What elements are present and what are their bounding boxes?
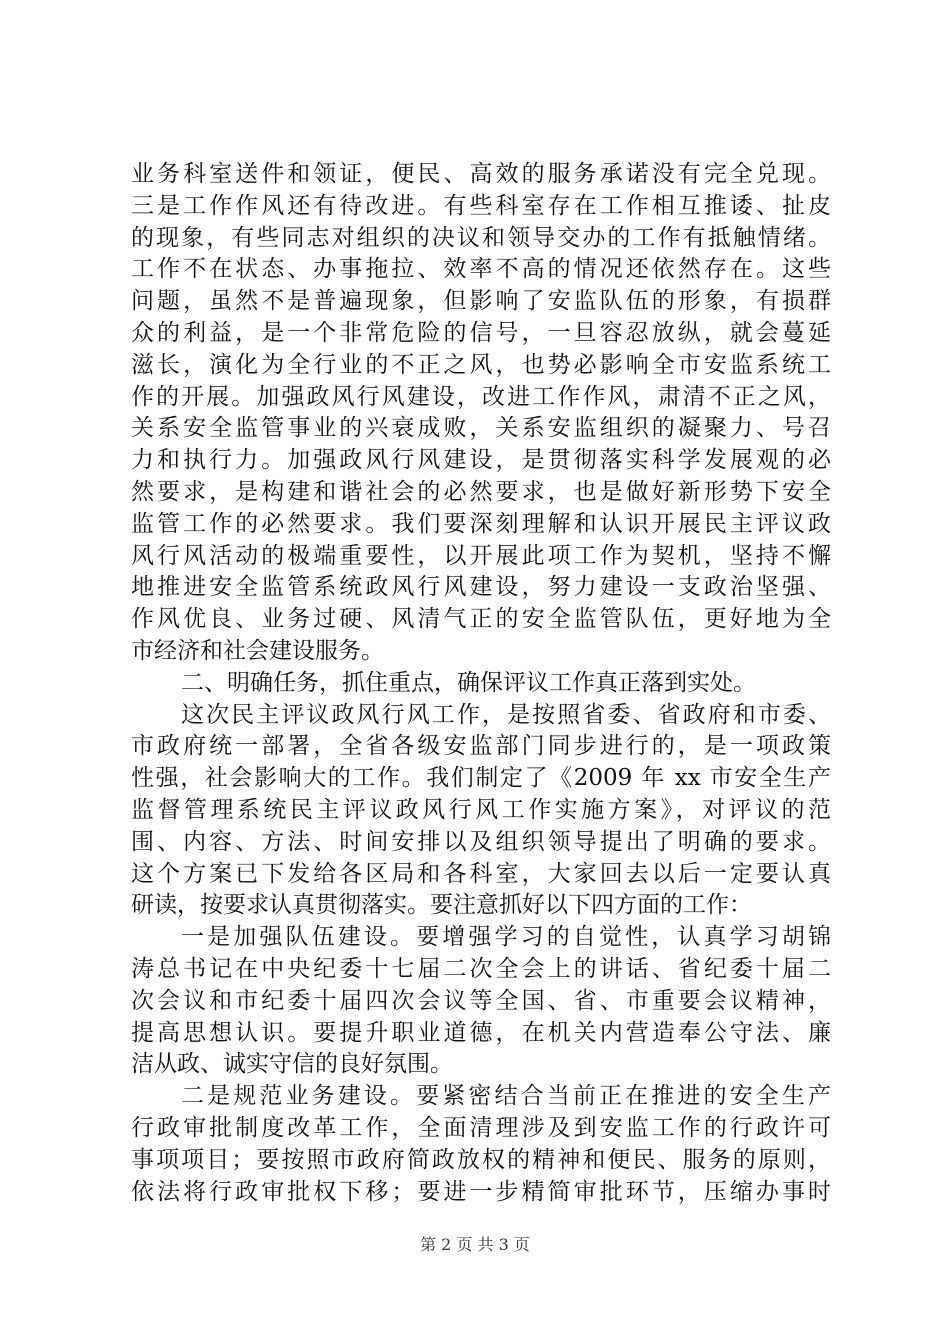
document-body	[131, 159, 831, 1208]
text-line: 监督管理系统民主评议政风行风工作实施方案》，对评议的范	[131, 796, 831, 823]
text-line: 围、内容、方法、时间安排以及组织领导提出了明确的要求。	[131, 828, 831, 855]
text-line: 事项项目；要按照市政府简政放权的精神和便民、服务的原则，	[131, 1146, 831, 1173]
text-line: 力和执行力。加强政风行风建设，是贯彻落实科学发展观的必	[131, 447, 831, 474]
paragraph-first-line: 这次民主评议政风行风工作，是按照省委、省政府和市委、	[181, 701, 831, 728]
text-line: 研读，按要求认真贯彻落实。要注意抓好以下四方面的工作：	[131, 892, 752, 919]
text-line: 提高思想认识。要提升职业道德，在机关内营造奉公守法、廉	[131, 1019, 831, 1046]
text-line: 市经济和社会建设服务。	[131, 637, 384, 664]
text-line: 关系安全监管事业的兴衰成败，关系安监组织的凝聚力、号召	[131, 415, 831, 442]
text-line: 众的利益，是一个非常危险的信号，一旦容忍放纵，就会蔓延	[131, 319, 831, 346]
text-line: 监管工作的必然要求。我们要深刻理解和认识开展民主评议政	[131, 510, 831, 537]
text-line: 行政审批制度改革工作，全面清理涉及到安监工作的行政许可	[131, 1114, 831, 1141]
text-line: 洁从政、诚实守信的良好氛围。	[131, 1051, 453, 1078]
text-line: 业务科室送件和领证，便民、高效的服务承诺没有完全兑现。	[131, 161, 831, 187]
paragraph-first-line: 二、明确任务，抓住重点，确保评议工作真正落到实处。	[181, 669, 756, 696]
text-line: 性强，社会影响大的工作。我们制定了《2009 年 xx 市安全生产	[131, 765, 831, 792]
text-line: 地推进安全监管系统政风行风建设，努力建设一支政治坚强、	[131, 574, 831, 601]
page-footer: 第 2 页 共 3 页	[420, 1235, 530, 1254]
paragraph-first-line: 二是规范业务建设。要紧密结合当前正在推进的安全生产	[181, 1083, 831, 1110]
text-line: 作的开展。加强政风行风建设，改进工作作风，肃清不正之风，	[131, 383, 831, 410]
text-line: 涛总书记在中央纪委十七届二次全会上的讲话、省纪委十届二	[131, 955, 831, 982]
text-line: 的现象，有些同志对组织的决议和领导交办的工作有抵触情绪。	[131, 224, 831, 251]
text-line: 风行风活动的极端重要性，以开展此项工作为契机，坚持不懈	[131, 542, 831, 569]
text-line: 三是工作作风还有待改进。有些科室存在工作相互推诿、扯皮	[131, 192, 831, 219]
text-line: 市政府统一部署，全省各级安监部门同步进行的，是一项政策	[131, 733, 831, 760]
text-line: 次会议和市纪委十届四次会议等全国、省、市重要会议精神，	[131, 987, 831, 1014]
text-line: 作风优良、业务过硬、风清气正的安全监管队伍，更好地为全	[131, 606, 831, 633]
text-line: 这个方案已下发给各区局和各科室，大家回去以后一定要认真	[131, 860, 831, 887]
text-line: 然要求，是构建和谐社会的必然要求，也是做好新形势下安全	[131, 478, 831, 505]
text-line: 滋长，演化为全行业的不正之风，也势必影响全市安监系统工	[131, 351, 831, 378]
text-line: 问题，虽然不是普遍现象，但影响了安监队伍的形象，有损群	[131, 288, 831, 315]
paragraph-first-line: 一是加强队伍建设。要增强学习的自觉性，认真学习胡锦	[181, 924, 831, 951]
text-line: 工作不在状态、办事拖拉、效率不高的情况还依然存在。这些	[131, 256, 831, 283]
text-line: 依法将行政审批权下移；要进一步精简审批环节，压缩办事时	[131, 1178, 831, 1205]
